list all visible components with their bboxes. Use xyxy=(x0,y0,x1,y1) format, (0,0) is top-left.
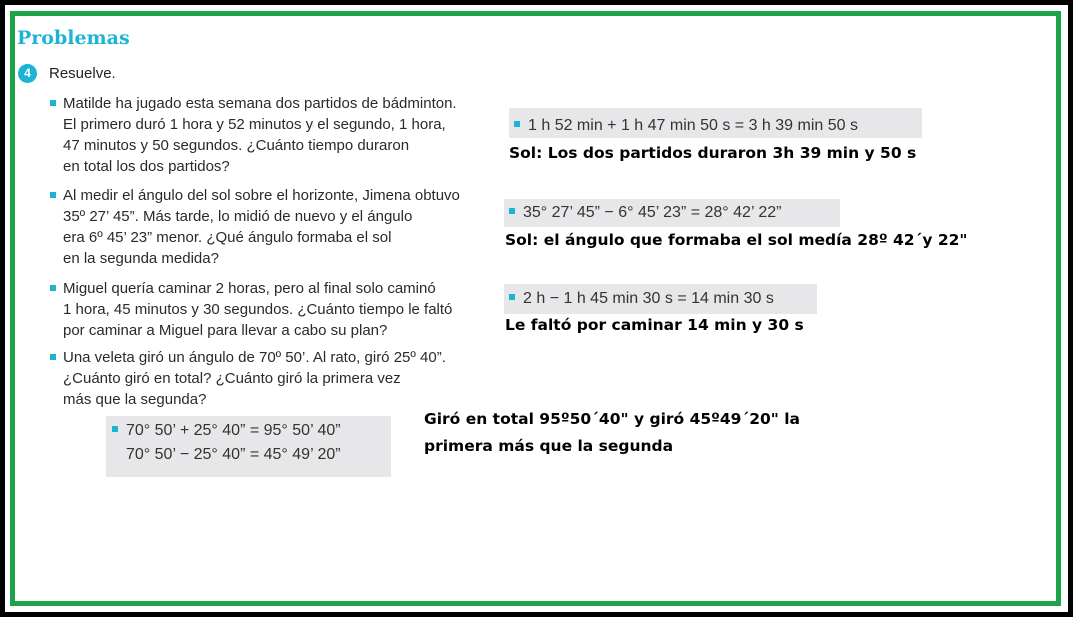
problem-line: 47 minutos y 50 segundos. ¿Cuánto tiempo duraron xyxy=(63,137,410,154)
operation-text: 35° 27’ 45” − 6° 45’ 23” = 28° 42’ 22” xyxy=(523,204,782,221)
bullet-icon xyxy=(514,121,520,127)
operation-text: 70° 50’ − 25° 40” = 45° 49’ 20” xyxy=(126,446,341,463)
problem-line: Una veleta giró un ángulo de 70º 50’. Al rato, giró 25º 40”. xyxy=(63,349,446,366)
bullet-icon xyxy=(50,285,56,291)
solution-3: Le faltó por caminar 14 min y 30 s xyxy=(505,316,804,334)
solution-4 xyxy=(424,406,800,460)
bullet-icon xyxy=(50,100,56,106)
solution-1: Sol: Los dos partidos duraron 3h 39 min y 50 s xyxy=(509,144,917,162)
problem-3-text xyxy=(63,278,452,341)
bullet-icon xyxy=(509,294,515,300)
problem-1-text xyxy=(63,93,457,177)
problem-line: en la segunda medida? xyxy=(63,250,219,267)
solution-2: Sol: el ángulo que formaba el sol medía 28º 42´y 22" xyxy=(505,231,968,249)
problem-line: era 6º 45’ 23” menor. ¿Qué ángulo formaba el sol xyxy=(63,229,392,246)
problem-line: ¿Cuánto giró en total? ¿Cuánto giró la primera vez xyxy=(63,370,401,387)
problem-2-text xyxy=(63,185,460,269)
problem-line: 1 hora, 45 minutos y 30 segundos. ¿Cuánto tiempo le faltó xyxy=(63,301,453,318)
operation-box-4 xyxy=(106,416,391,477)
bullet-icon xyxy=(50,192,56,198)
bullet-icon xyxy=(50,354,56,360)
exercise-instruction: Resuelve. xyxy=(49,65,116,82)
problem-line: en total los dos partidos? xyxy=(63,158,230,175)
bullet-icon xyxy=(112,426,118,432)
operation-text: 2 h − 1 h 45 min 30 s = 14 min 30 s xyxy=(523,290,774,307)
operation-box-3 xyxy=(504,284,817,314)
operation-text: 1 h 52 min + 1 h 47 min 50 s = 3 h 39 min 50 s xyxy=(528,117,858,134)
problem-line: por caminar a Miguel para llevar a cabo su plan? xyxy=(63,322,388,339)
exercise-number-badge: 4 xyxy=(18,64,37,83)
problem-line: El primero duró 1 hora y 52 minutos y el segundo, 1 hora, xyxy=(63,116,446,133)
problem-line: Miguel quería caminar 2 horas, pero al final solo caminó xyxy=(63,280,436,297)
problem-line: más que la segunda? xyxy=(63,391,207,408)
problem-line: Matilde ha jugado esta semana dos partidos de bádminton. xyxy=(63,95,457,112)
problem-line: Al medir el ángulo del sol sobre el horizonte, Jimena obtuvo xyxy=(63,187,460,204)
operation-box-1 xyxy=(509,108,922,138)
operation-box-2 xyxy=(504,199,840,227)
solution-line: Giró en total 95º50´40" y giró 45º49´20" la xyxy=(424,410,801,428)
operation-text: 70° 50’ + 25° 40” = 95° 50’ 40” xyxy=(126,422,341,439)
problem-4-text xyxy=(63,347,446,410)
bullet-icon xyxy=(509,208,515,214)
problem-line: 35º 27’ 45”. Más tarde, lo midió de nuevo y el ángulo xyxy=(63,208,413,225)
section-title: Problemas xyxy=(17,27,130,49)
solution-line: primera más que la segunda xyxy=(424,437,674,455)
